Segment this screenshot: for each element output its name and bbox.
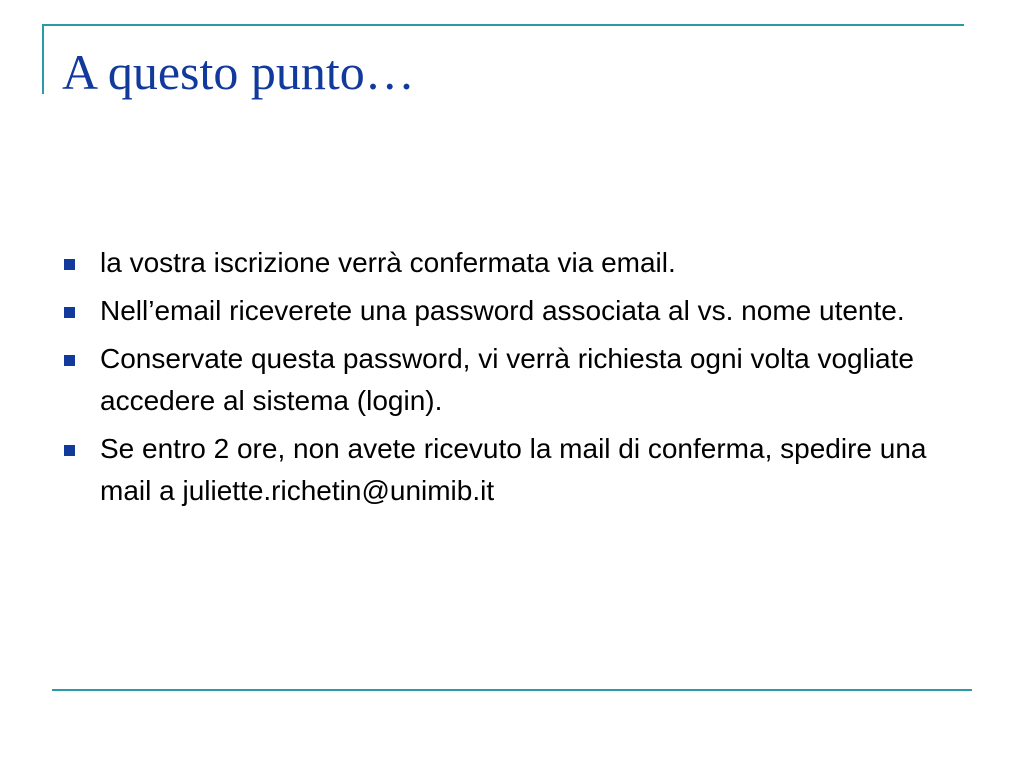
bullet-item: [62, 290, 962, 332]
bullet-item: [62, 338, 962, 422]
bullet-text: Conservate questa password, vi verrà richiesta ogni volta vogliate accedere al sistema (login).: [100, 343, 914, 416]
bullet-text: la vostra iscrizione verrà confermata via email.: [100, 247, 676, 278]
bullet-list: [62, 242, 962, 518]
square-bullet-icon: [64, 445, 75, 456]
frame-left-line: [42, 24, 44, 94]
square-bullet-icon: [64, 259, 75, 270]
bullet-item: [62, 242, 962, 284]
bullet-item: [62, 428, 962, 512]
bullet-text: Se entro 2 ore, non avete ricevuto la mail di conferma, spedire una mail a juliette.richetin@unimib.it: [100, 433, 927, 506]
frame-bottom-line: [52, 689, 972, 691]
frame-top-line: [42, 24, 964, 26]
bullet-text: Nell’email riceverete una password associata al vs. nome utente.: [100, 295, 905, 326]
slide-title: A questo punto…: [62, 44, 415, 100]
square-bullet-icon: [64, 307, 75, 318]
square-bullet-icon: [64, 355, 75, 366]
